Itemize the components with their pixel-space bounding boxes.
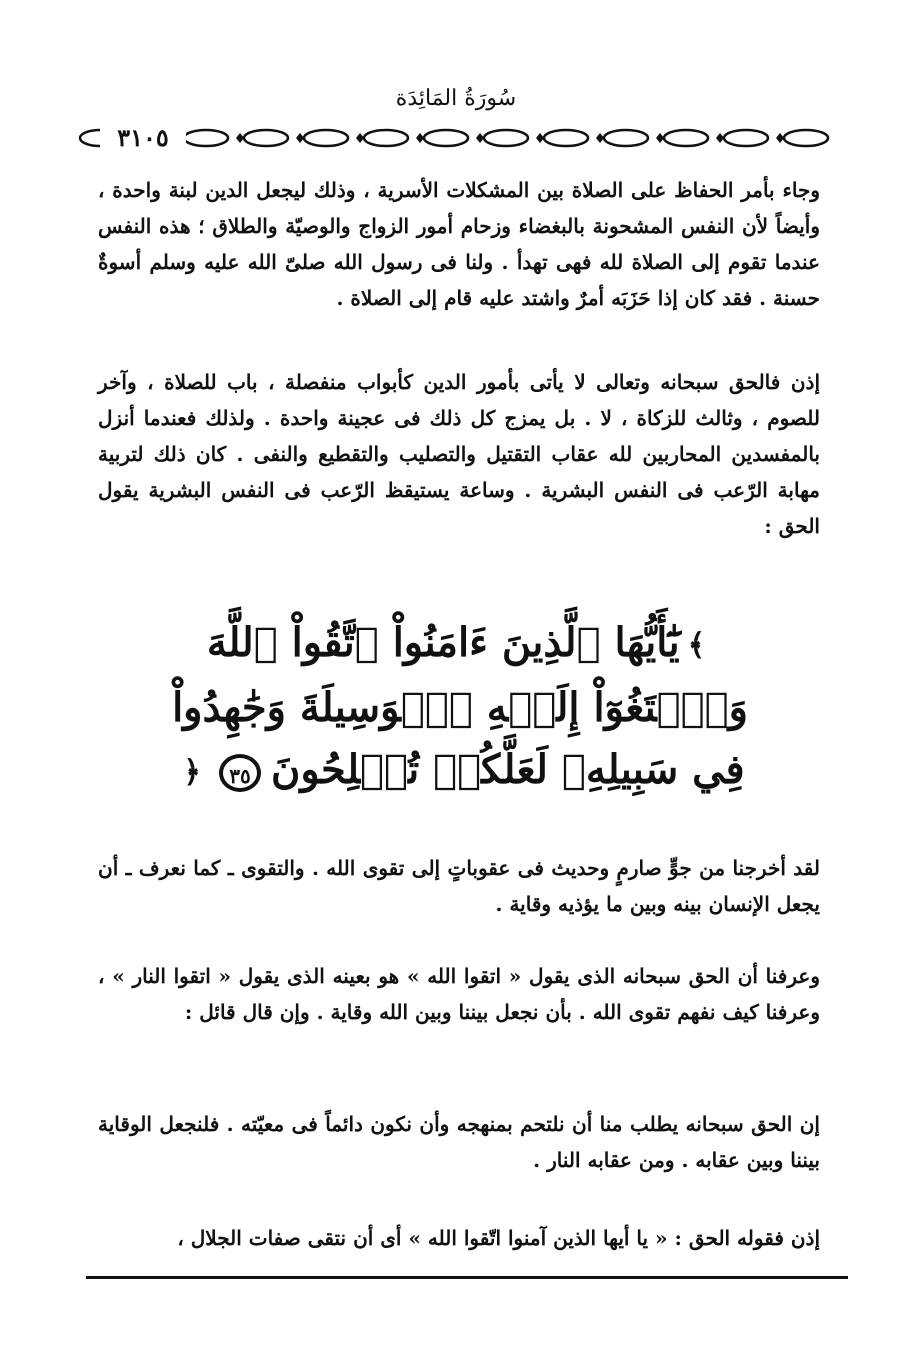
paragraph-6: إذن فقوله الحق : « يا أيها الذين آمنوا اتّقوا الله » أى أن نتقى صفات الجلال ، — [177, 1226, 820, 1250]
page-number: ٣١٠٥ — [100, 124, 186, 152]
paragraph-2: إذن فالحق سبحانه وتعالى لا يأتى بأمور الدين كأبواب منفصلة ، باب للصلاة ، وآخر للصوم ، وثالث للزكاة ، لا . بل يمزج كل ذلك فى عجينة واحدة . ولذلك فعندما أنزل بالمفسدين المحاربين لله عقاب التقتيل والتصليب والتقطيع والنفى . كان ذلك لتربية مهابة الرّعب فى النفس البشرية . وساعة يستيقظ الرّعب فى النفس البشرية يقول الحق : — [98, 370, 820, 538]
paragraph-4: وعرفنا أن الحق سبحانه الذى يقول « اتقوا الله » هو بعينه الذى يقول « اتقوا النار » ، وعرفنا كيف نفهم تقوى الله . بأن نجعل بيننا وبين الله وقاية . وإن قال قائل : — [98, 964, 820, 1024]
paragraph-5: إن الحق سبحانه يطلب منا أن نلتحم بمنهجه وأن نكون دائماً فى معيّته . فلنجعل الوقاية بيننا وبين عقابه . ومن عقابه النار . — [98, 1112, 820, 1172]
ayah-number-badge: ٣٥ — [219, 754, 261, 792]
quran-verse — [160, 612, 760, 804]
verse-open-ornament: ﴾ — [687, 628, 706, 663]
verse-close-ornament: ﴿ — [183, 755, 201, 790]
paragraph-1: وجاء بأمر الحفاظ على الصلاة بين المشكلات الأسرية ، وذلك ليجعل الدين لبنة واحدة ، وأيضاً لأن النفس المشحونة بالبغضاء وزحام أمور الزواج والوصيّة والطلاق ؛ هذه النفس عندما تقوم إلى الصلاة لله فهى تهدأ . ولنا فى رسول الله صلىّ الله عليه وسلم أسوةٌ حسنة . فقد كان إذا حَزَبَه أمرٌ واشتد عليه قام إلى الصلاة . — [98, 178, 820, 310]
surah-title: سُورَةُ المَائِدَة — [395, 86, 517, 111]
paragraph-3: لقد أخرجنا من جوٍّ صارمٍ وحديث فى عقوباتٍ إلى تقوى الله . والتقوى ـ كما نعرف ـ أن يجعل الإنسان بينه وبين ما يؤذيه وقاية . — [98, 856, 820, 916]
footer-rule — [86, 1276, 848, 1279]
decorative-chain-border — [78, 124, 834, 152]
verse-text: يَٰٓأَيُّهَا ٱلَّذِينَ ءَامَنُواْ ٱتَّقُواْ ٱللَّهَ وَٱبۡتَغُوٓاْ إِلَيۡهِ ٱلۡوَسِيلَةَ وَجَٰهِدُواْ فِي سَبِيلِهِۦ لَعَلَّكُمۡ تُفۡلِحُونَ — [172, 619, 748, 793]
